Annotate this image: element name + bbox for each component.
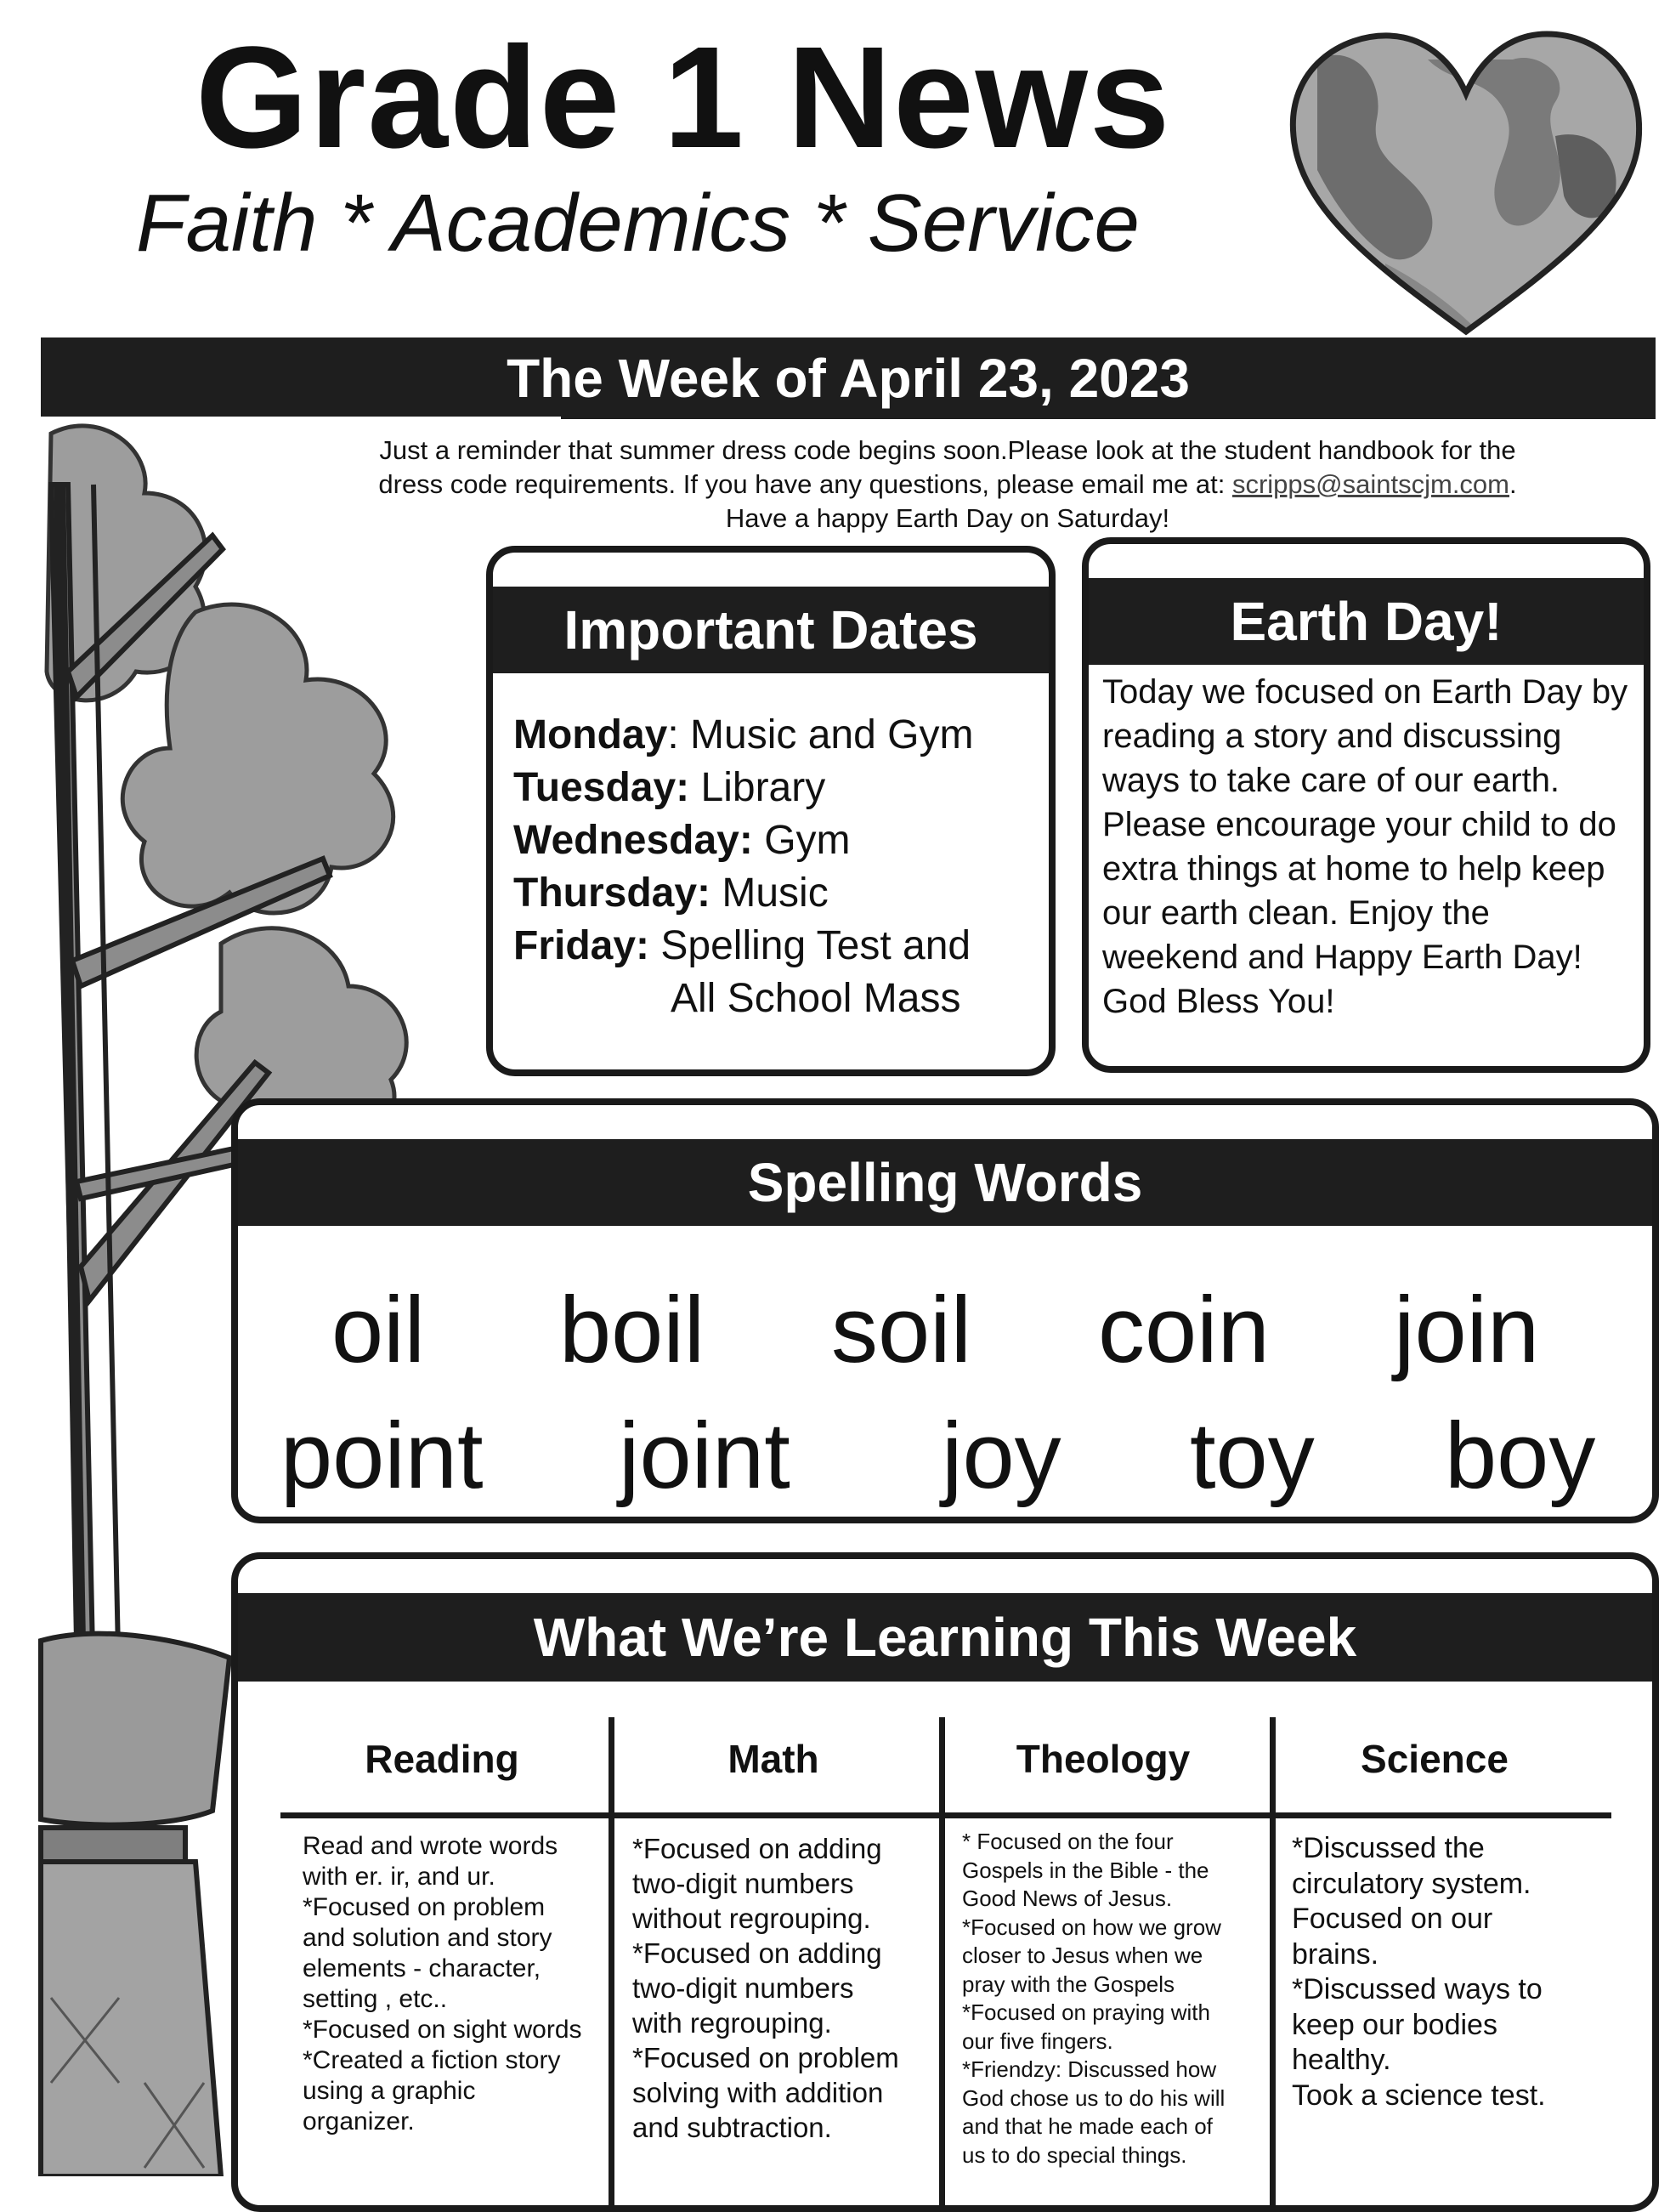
date-item-friday-continued: All School Mass xyxy=(671,976,961,1021)
column-heading-theology: Theology xyxy=(1016,1737,1191,1781)
spelling-word: boil xyxy=(559,1278,705,1382)
important-dates-box xyxy=(486,546,1056,1076)
date-item-wednesday xyxy=(513,814,1049,867)
spelling-word: coin xyxy=(1098,1278,1270,1382)
date-text: Music and Gym xyxy=(690,712,974,757)
intro-notice xyxy=(272,434,1623,536)
earth-day-heading: Earth Day! xyxy=(1089,578,1644,665)
spelling-word: oil xyxy=(331,1278,426,1382)
spelling-words-box xyxy=(231,1098,1659,1523)
date-day: Monday xyxy=(513,712,668,757)
date-sep: : xyxy=(667,712,691,757)
newsletter-subtitle: Faith * Academics * Service xyxy=(136,178,1140,269)
header-rule xyxy=(280,1812,1611,1818)
date-day: Thursday: xyxy=(513,871,711,916)
earth-heart-icon xyxy=(1283,26,1649,340)
date-day: Tuesday: xyxy=(513,765,690,810)
important-dates-heading: Important Dates xyxy=(493,587,1049,673)
column-text-reading: Read and wrote words with er. ir, and ur. *Focused on problem and solution and story elements - character, setting , etc.. *Focused on sight words *Created a fiction story using a graphic organizer. xyxy=(303,1832,582,2135)
column-divider xyxy=(939,1717,945,2210)
intro-line-1: Just a reminder that summer dress code begins soon.Please look at the student handbook for the xyxy=(379,435,1516,465)
column-text-math: *Focused on adding two-digit numbers without regrouping. *Focused on adding two-digit numbers with regrouping. *Focused on problem solving with addition and subtraction. xyxy=(632,1833,899,2143)
column-heading-math: Math xyxy=(727,1737,819,1781)
intro-line-2-end: . xyxy=(1509,469,1517,499)
spelling-word: boy xyxy=(1445,1404,1596,1508)
spelling-word: joy xyxy=(942,1404,1061,1508)
learning-heading: What We’re Learning This Week xyxy=(238,1593,1652,1682)
column-heading-science: Science xyxy=(1361,1737,1509,1781)
spelling-word: joint xyxy=(619,1404,790,1508)
week-banner xyxy=(41,337,1656,419)
date-day: Friday: xyxy=(513,923,650,968)
column-text-theology: * Focused on the four Gospels in the Bible - the Good News of Jesus. *Focused on how we grow closer to Jesus when we pray with the Gospels *Focused on praying with our five fingers. *Friendzy: Discussed how God chose us to do his will and that he made each of us to do special things. xyxy=(962,1829,1226,2168)
date-sep xyxy=(753,818,764,863)
date-text: Music xyxy=(722,871,829,916)
intro-line-2-text: dress code requirements. If you have any questions, please email me at: xyxy=(378,469,1232,499)
column-heading-reading: Reading xyxy=(365,1737,519,1781)
important-dates-list xyxy=(493,673,1049,1025)
earth-day-box xyxy=(1082,537,1650,1073)
teacher-email-link[interactable]: scripps@saintscjm.com xyxy=(1231,469,1509,499)
column-divider xyxy=(1270,1717,1276,2210)
date-text: Spelling Test and xyxy=(660,923,971,968)
spelling-word: join xyxy=(1394,1278,1540,1382)
week-banner-text: The Week of April 23, 2023 xyxy=(507,348,1190,409)
date-day: Wednesday: xyxy=(513,818,753,863)
date-sep xyxy=(649,923,660,968)
date-item-tuesday xyxy=(513,762,1049,814)
date-sep xyxy=(710,871,722,916)
date-item-friday xyxy=(513,920,1049,973)
date-text: Library xyxy=(700,765,826,810)
intro-line-3: Have a happy Earth Day on Saturday! xyxy=(725,503,1170,533)
earth-day-text: Today we focused on Earth Day by reading a story and discussing ways to take care of our earth. Please encourage your child to do extra things at home to help keep our earth clean. Enjoy the weekend and Happy Earth Day! God Bless You! xyxy=(1102,673,1628,1020)
spelling-words-heading: Spelling Words xyxy=(238,1139,1652,1226)
spelling-word: soil xyxy=(831,1278,972,1382)
date-item-thursday xyxy=(513,867,1049,920)
date-sep xyxy=(689,765,700,810)
intro-line-2 xyxy=(272,468,1623,502)
learning-box xyxy=(231,1552,1659,2212)
spelling-word: point xyxy=(280,1404,484,1508)
column-divider xyxy=(609,1717,614,2210)
newsletter-title: Grade 1 News xyxy=(195,17,1172,179)
date-item-monday xyxy=(513,709,1049,762)
date-text: Gym xyxy=(764,818,851,863)
spelling-word: toy xyxy=(1190,1404,1315,1508)
column-text-science: *Discussed the circulatory system. Focused on our brains. *Discussed ways to keep our bodies healthy. Took a science test. xyxy=(1292,1832,1546,2112)
